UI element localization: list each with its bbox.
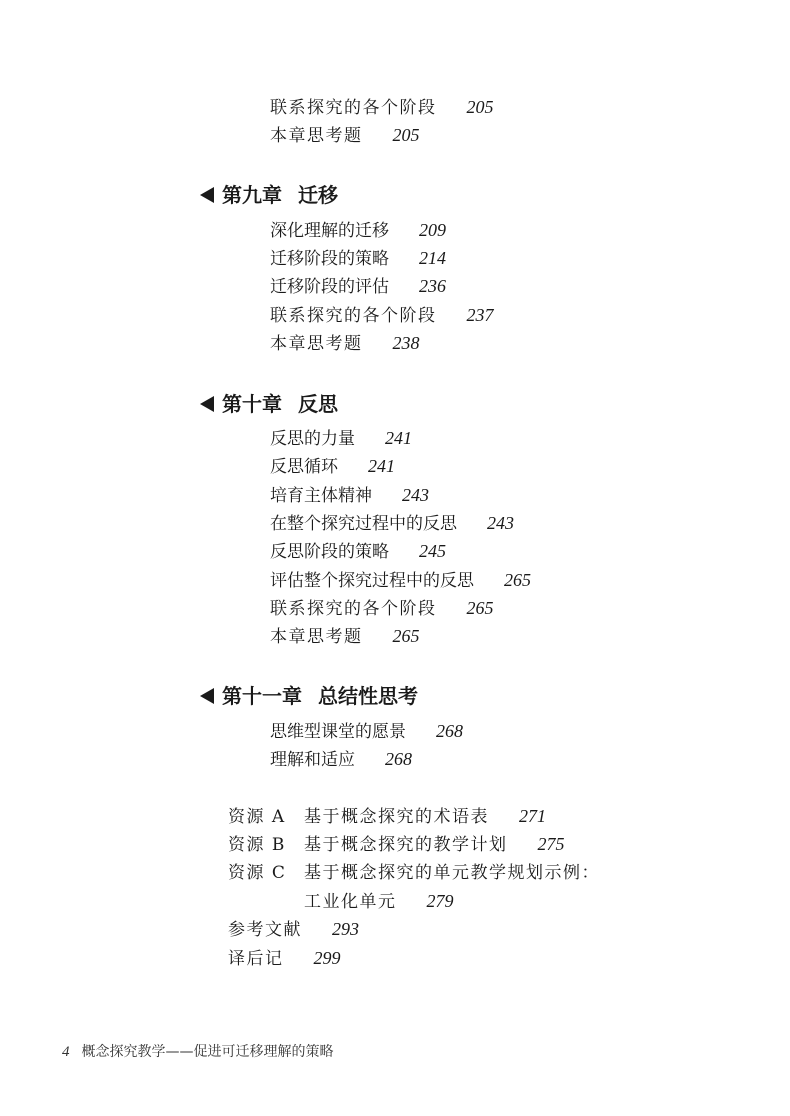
resource-entry-a[interactable] [228, 805, 546, 828]
triangle-left-icon [200, 396, 214, 412]
toc-entry-text: 反思循环 [270, 457, 338, 477]
toc-entry-text: 评估整个探究过程中的反思 [270, 571, 474, 591]
toc-entry[interactable] [270, 625, 420, 648]
resource-title: 基于概念探究的单元教学规划示例： [304, 863, 600, 883]
toc-entry-text: 译后记 [228, 949, 284, 969]
chapter-heading-10[interactable] [200, 391, 338, 417]
chapter-label: 第十一章 [222, 684, 302, 708]
chapter-title: 反思 [298, 392, 338, 416]
resource-entry-c[interactable] [228, 862, 600, 884]
toc-entry-text: 联系探究的各个阶段 [270, 599, 437, 619]
toc-entry-text: 反思阶段的策略 [270, 542, 389, 562]
resource-key: 资源 C [228, 863, 287, 883]
footer-page-number: 4 [62, 1044, 70, 1060]
toc-entry[interactable] [270, 720, 463, 743]
toc-entry-text: 本章思考题 [270, 126, 363, 146]
triangle-left-icon [200, 688, 214, 704]
toc-page-number: 265 [392, 626, 420, 646]
toc-entry-text: 联系探究的各个阶段 [270, 306, 437, 326]
toc-entry[interactable] [270, 569, 531, 592]
toc-page-number: 271 [519, 806, 546, 826]
toc-entry[interactable] [270, 219, 446, 242]
chapter-heading-9[interactable] [200, 182, 338, 208]
toc-entry-text: 参考文献 [228, 920, 302, 940]
triangle-left-icon [200, 187, 214, 203]
resource-title: 工业化单元 [304, 892, 397, 912]
toc-entry-text: 联系探究的各个阶段 [270, 98, 437, 118]
toc-entry-text: 在整个探究过程中的反思 [270, 514, 457, 534]
toc-page-number: 268 [385, 749, 412, 769]
resource-title: 基于概念探究的术语表 [304, 807, 489, 827]
toc-entry[interactable] [270, 748, 412, 771]
afterword-entry[interactable] [228, 947, 341, 970]
chapter-label: 第十章 [222, 392, 282, 416]
chapter-title: 总结性思考 [318, 684, 418, 708]
toc-page-number: 237 [466, 305, 494, 325]
toc-entry[interactable] [270, 512, 514, 535]
toc-entry-text: 本章思考题 [270, 334, 363, 354]
toc-page-number: 238 [392, 333, 420, 353]
toc-entry-text: 本章思考题 [270, 627, 363, 647]
resource-key: 资源 B [228, 835, 286, 855]
toc-entry[interactable] [270, 96, 494, 119]
toc-page-number: 265 [504, 570, 531, 590]
resource-entry-c-continued[interactable] [228, 890, 454, 913]
toc-page-number: 299 [313, 948, 341, 968]
chapter-heading-11[interactable] [200, 683, 418, 709]
toc-page-number: 275 [537, 834, 565, 854]
toc-page-number: 293 [332, 919, 359, 939]
resource-entry-b[interactable] [228, 833, 565, 856]
toc-page-number: 243 [402, 485, 429, 505]
toc-entry-text: 深化理解的迁移 [270, 221, 389, 241]
toc-entry[interactable] [270, 332, 420, 355]
references-entry[interactable] [228, 918, 359, 941]
toc-page-number: 245 [419, 541, 446, 561]
toc-entry[interactable] [270, 304, 494, 327]
toc-page-number: 243 [487, 513, 514, 533]
toc-entry[interactable] [270, 275, 446, 298]
toc-page-number: 268 [436, 721, 463, 741]
toc-entry[interactable] [270, 540, 446, 563]
toc-page-number: 241 [368, 456, 395, 476]
toc-entry-text: 迁移阶段的评估 [270, 277, 389, 297]
toc-page-number: 241 [385, 428, 412, 448]
toc-page-number: 205 [392, 125, 420, 145]
toc-page-number: 279 [426, 891, 454, 911]
chapter-title: 迁移 [298, 183, 338, 207]
toc-page-number: 236 [419, 276, 446, 296]
toc-entry-text: 反思的力量 [270, 429, 355, 449]
toc-entry[interactable] [270, 124, 420, 147]
toc-page-number: 265 [466, 598, 494, 618]
resource-title: 基于概念探究的教学计划 [304, 835, 508, 855]
toc-entry-text: 培育主体精神 [270, 486, 372, 506]
toc-entry-text: 思维型课堂的愿景 [270, 722, 406, 742]
toc-page-number: 214 [419, 248, 446, 268]
toc-entry[interactable] [270, 484, 429, 507]
toc-entry[interactable] [270, 455, 395, 478]
toc-entry[interactable] [270, 597, 494, 620]
chapter-label: 第九章 [222, 183, 282, 207]
toc-page-number: 205 [466, 97, 494, 117]
resource-key: 资源 A [228, 807, 286, 827]
page-footer [62, 1041, 334, 1061]
toc-entry[interactable] [270, 247, 446, 270]
footer-book-title: 概念探究教学——促进可迁移理解的策略 [81, 1044, 334, 1060]
toc-page-number: 209 [419, 220, 446, 240]
toc-entry-text: 迁移阶段的策略 [270, 249, 389, 269]
toc-entry[interactable] [270, 427, 412, 450]
toc-entry-text: 理解和适应 [270, 750, 355, 770]
